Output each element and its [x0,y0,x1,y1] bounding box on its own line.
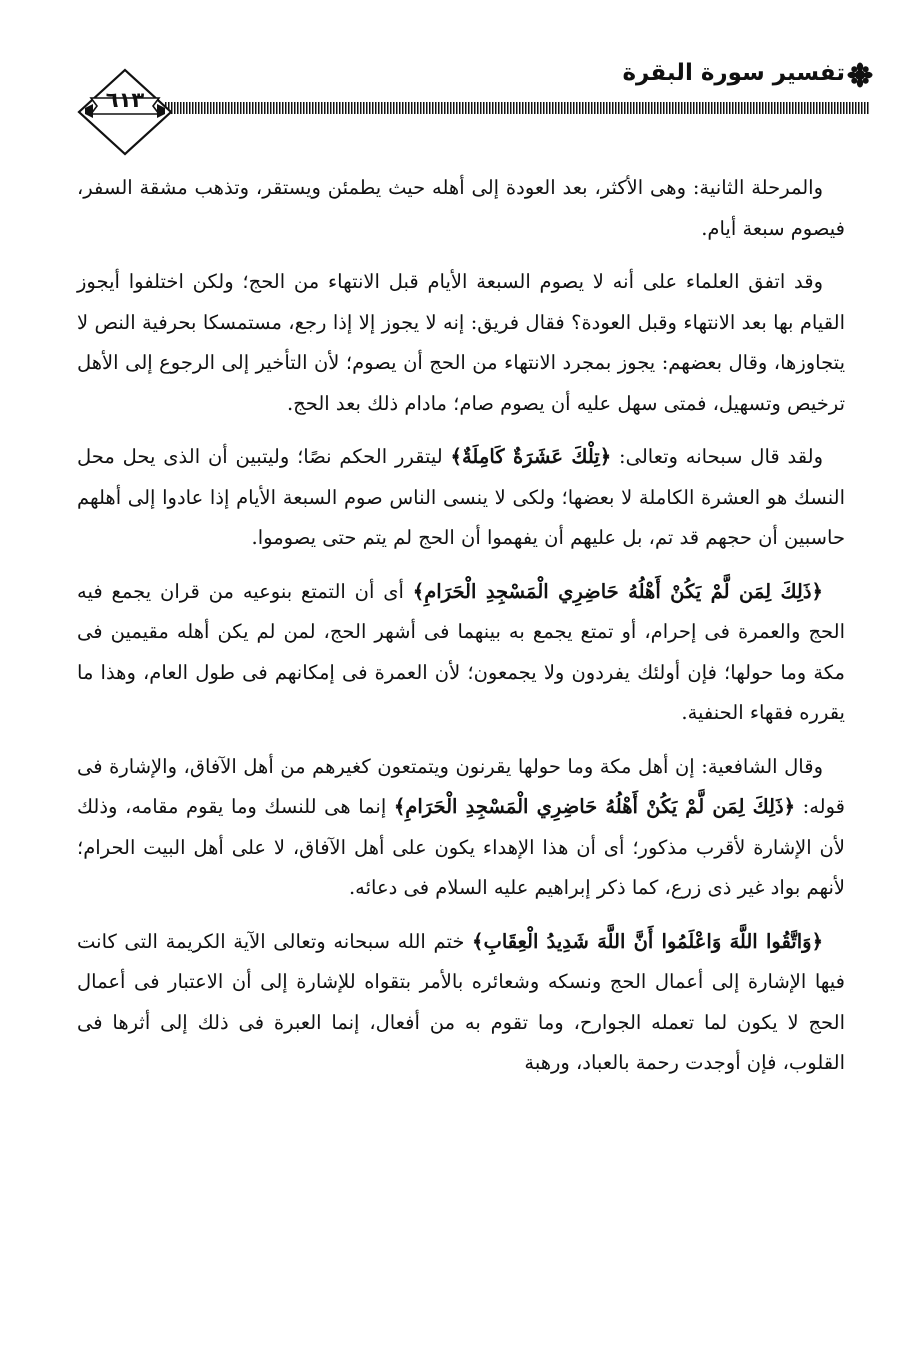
ornament-flower-icon [847,62,873,88]
quran-verse: ﴿تِلْكَ عَشَرَةٌ كَامِلَةٌ﴾ [450,445,612,468]
text-segment: والمرحلة الثانية: وهى الأكثر، بعد العودة إلى أهله حيث يطمئن ويستقر، وتذهب مشقة السفر، فيصوم سبعة أيام. [77,176,845,240]
header-rule [165,102,870,114]
paragraph [77,168,845,249]
paragraph [77,437,845,559]
quran-verse: ﴿وَاتَّقُوا اللَّهَ وَاعْلَمُوا أَنَّ اللَّهَ شَدِيدُ الْعِقَابِ﴾ [472,929,823,953]
paragraph [77,572,845,734]
page-number: ٦١٣ [105,88,145,112]
text-segment: وقال الشافعية: إن أهل مكة وما حولها يقرنون ويتمتعون كغيرهم من أهل الآفاق، والإشارة فى قوله: [77,754,846,818]
quran-verse: ﴿ذَلِكَ لِمَن لَّمْ يَكُنْ أَهْلُهُ حَاضِرِي الْمَسْجِدِ الْحَرَامِ﴾ [412,579,823,603]
paragraph [77,747,845,909]
page-number-badge [77,68,173,156]
text-segment: إنما هى للنسك وما يقوم مقامه، وذلك لأن الإشارة لأقرب مذكور؛ أى أن هذا الإهداء يكون على أهل الآفاق، لا على أهل البيت الحرام؛ لأنهم بواد غير ذى زرع، كما ذكر إبراهيم عليه السلام فى دعائه. [77,795,845,899]
body-text [77,168,845,1097]
text-segment: ليتقرر الحكم نصًا؛ وليتبين أن الذى يحل محل النسك هو العشرة الكاملة لا بعضها؛ ولكى لا ينسى الناس صوم السبعة الأيام إذا عادوا إلى أهلهم حاسبين أن حجهم قد تم، بل عليهم أن يفهموا أن الحج لم يتم حتى يصوموا. [77,445,845,549]
text-segment: أى أن التمتع بنوعيه من قران يجمع فيه الحج والعمرة فى إحرام، أو تمتع يجمع به بينهما فى أشهر الحج، لمن لم يكن أهله مقيمين فى مكة وما حولها؛ فإن أولئك يفردون ولا يجمعون؛ لأن العمرة فى إمكانهم فى طول العام، وهذا ما يقرره فقهاء الحنفية. [77,579,845,724]
text-segment: وقد اتفق العلماء على أنه لا يصوم السبعة الأيام قبل الانتهاء من الحج؛ ولكن اختلفوا أيجوز القيام بها بعد الانتهاء وقبل العودة؟ فقال فريق: إنه لا يجوز إلا إذا رجع، مستمسكا بحرفية النص لا يتجاوزها، وقال بعضهم: يجوز بمجرد الانتهاء من الحج أن يصوم؛ لأن التأخير إلى الرجوع إلى الأهل ترخيص وتسهيل، فمتى سهل عليه أن يصوم صام؛ مادام ذلك بعد الحج. [77,270,845,415]
paragraph [77,922,845,1084]
running-header-title: تفسير سورة البقرة [622,60,845,86]
paragraph [77,262,845,424]
quran-verse: ﴿ذَلِكَ لِمَن لَّمْ يَكُنْ أَهْلُهُ حَاضِرِي الْمَسْجِدِ الْحَرَامِ﴾ [393,795,796,818]
text-segment: ختم الله سبحانه وتعالى الآية الكريمة التى كانت فيها الإشارة إلى أعمال الحج ونسكه وشعائره بالأمر بتقواه للإشارة إلى أن الاعتبار فى أعمال الحج لا يكون لما تعمله الجوارح، وما تقوم به من أفعال، إنما العبرة فى ذلك إلى أثرها فى القلوب، فإن أوجدت رحمة بالعباد، ورهبة [77,929,845,1074]
text-segment: ولقد قال سبحانه وتعالى: [611,445,823,468]
